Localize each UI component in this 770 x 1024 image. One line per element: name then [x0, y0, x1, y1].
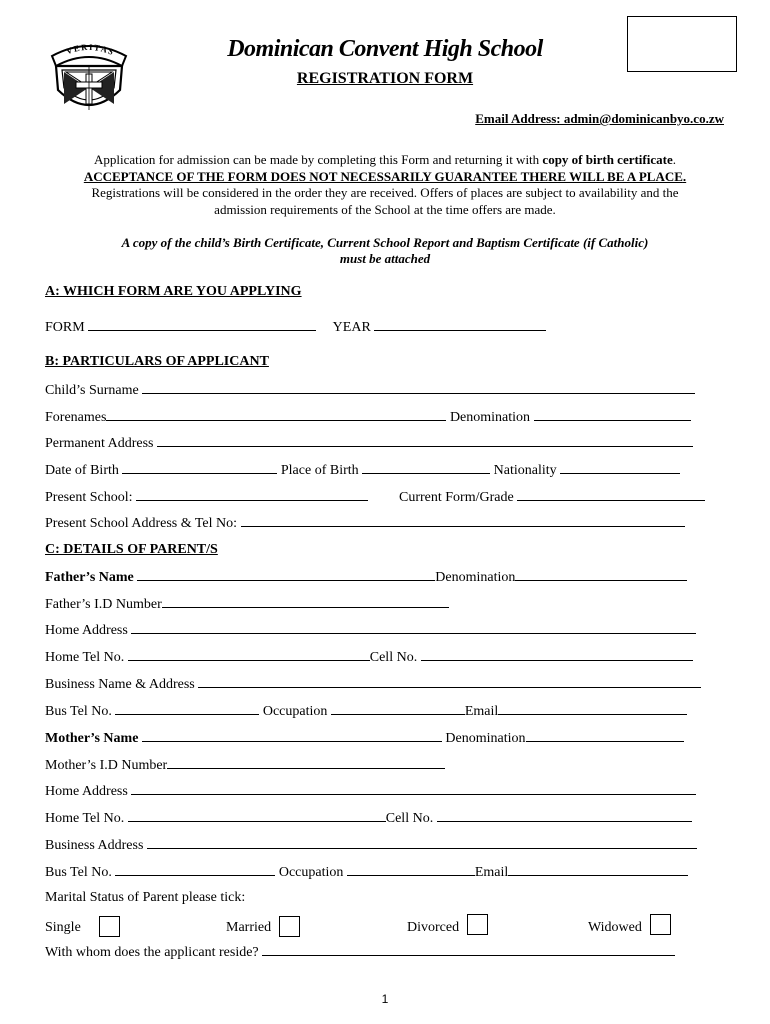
father-phone-row — [45, 648, 693, 666]
email-address: Email Address: admin@dominicanbyo.co.zw — [475, 111, 724, 126]
marital-widowed — [588, 914, 671, 936]
father-id-row — [45, 595, 449, 613]
form-year-row — [45, 318, 546, 336]
mother-name-row — [45, 729, 684, 747]
father-bus-tel-field[interactable] — [115, 702, 259, 715]
widowed-label: Widowed — [588, 920, 642, 935]
intro-line-3: Registrations will be considered in the order they are received. Offers of places are subject to availability and the — [91, 185, 679, 200]
marital-status-label: Marital Status of Parent please tick: — [45, 890, 246, 905]
mother-bus-tel-label: Bus Tel No. — [45, 865, 112, 880]
attachment-notice-2: must be attached — [339, 251, 431, 266]
mother-home-tel-label: Home Tel No. — [45, 811, 125, 826]
father-home-address-label: Home Address — [45, 623, 128, 638]
surname-field[interactable] — [142, 381, 695, 394]
denomination-field[interactable] — [534, 408, 691, 421]
mother-email-label: Email — [474, 865, 509, 880]
section-b-heading: B: PARTICULARS OF APPLICANT — [45, 354, 269, 369]
father-id-label: Father’s I.D Number — [45, 597, 162, 612]
permanent-address-row — [45, 434, 693, 452]
form-title: REGISTRATION FORM — [296, 70, 474, 87]
reside-row — [45, 943, 675, 961]
father-denomination-label: Denomination — [435, 570, 516, 585]
present-school-row — [45, 488, 705, 506]
present-school-label: Present School: — [45, 490, 133, 505]
mother-cell-label: Cell No. — [385, 811, 434, 826]
forenames-row — [45, 408, 691, 426]
reside-field[interactable] — [262, 943, 675, 956]
mother-business-row — [45, 836, 697, 854]
dob-label: Date of Birth — [45, 463, 119, 478]
mother-phone-row — [45, 809, 692, 827]
marital-divorced — [407, 914, 488, 936]
father-name-field[interactable] — [137, 568, 435, 581]
father-email-label: Email — [464, 704, 499, 719]
year-field[interactable] — [374, 318, 546, 331]
mother-business-label: Business Address — [45, 838, 144, 853]
denomination-label: Denomination — [449, 410, 531, 425]
crest-motto: VERITAS — [64, 41, 117, 58]
mother-bus-row — [45, 863, 688, 881]
father-email-field[interactable] — [498, 702, 687, 715]
mother-business-field[interactable] — [147, 836, 697, 849]
father-occupation-field[interactable] — [331, 702, 465, 715]
form-field[interactable] — [88, 318, 316, 331]
mother-denomination-field[interactable] — [526, 729, 684, 742]
school-address-field[interactable] — [241, 514, 685, 527]
pob-field[interactable] — [362, 461, 490, 474]
nationality-field[interactable] — [560, 461, 680, 474]
section-a-heading: A: WHICH FORM ARE YOU APPLYING — [45, 284, 302, 299]
dob-field[interactable] — [122, 461, 277, 474]
father-bus-row — [45, 702, 687, 720]
widowed-checkbox[interactable] — [650, 914, 671, 935]
mother-name-label: Mother’s Name — [45, 731, 139, 746]
father-denomination-field[interactable] — [515, 568, 687, 581]
father-occupation-label: Occupation — [262, 704, 328, 719]
father-cell-label: Cell No. — [369, 650, 418, 665]
nationality-label: Nationality — [493, 463, 557, 478]
page-number: 1 — [381, 992, 389, 1006]
mother-home-tel-field[interactable] — [128, 809, 386, 822]
current-form-label: Current Form/Grade — [399, 490, 514, 505]
father-home-tel-label: Home Tel No. — [45, 650, 125, 665]
father-name-row — [45, 568, 687, 586]
married-checkbox[interactable] — [279, 916, 300, 937]
surname-row — [45, 381, 695, 399]
section-c-heading: C: DETAILS OF PARENT/S — [45, 542, 218, 557]
permanent-address-label: Permanent Address — [45, 436, 154, 451]
mother-home-address-field[interactable] — [131, 782, 696, 795]
father-id-field[interactable] — [162, 595, 449, 608]
school-name: Dominican Convent High School — [227, 36, 543, 62]
mother-bus-tel-field[interactable] — [115, 863, 275, 876]
mother-id-field[interactable] — [167, 756, 445, 769]
year-label: YEAR — [332, 320, 371, 335]
attachment-notice-1: A copy of the child’s Birth Certificate, Current School Report and Baptism Certificate (if Catholic) — [121, 235, 649, 250]
mother-denomination-label: Denomination — [445, 731, 526, 746]
father-home-tel-field[interactable] — [128, 648, 370, 661]
intro-line-4: admission requirements of the School at the time offers are made. — [214, 202, 556, 217]
father-home-address-field[interactable] — [131, 621, 696, 634]
father-business-row — [45, 675, 701, 693]
forenames-field[interactable] — [106, 408, 446, 421]
birth-row — [45, 461, 680, 479]
mother-name-field[interactable] — [142, 729, 442, 742]
form-label: FORM — [45, 320, 85, 335]
intro-line-1: Application for admission can be made by completing this Form and returning it with copy of birth certificate. — [94, 152, 676, 167]
mother-occupation-field[interactable] — [347, 863, 475, 876]
divorced-label: Divorced — [407, 920, 460, 935]
marital-single — [45, 916, 120, 937]
married-label: Married — [226, 920, 272, 935]
single-label: Single — [45, 920, 81, 935]
single-checkbox[interactable] — [99, 916, 120, 937]
school-address-row — [45, 514, 685, 532]
surname-label: Child’s Surname — [45, 383, 139, 398]
forenames-label: Forenames — [45, 410, 107, 425]
pob-label: Place of Birth — [280, 463, 359, 478]
current-form-field[interactable] — [517, 488, 705, 501]
father-business-label: Business Name & Address — [45, 677, 195, 692]
mother-home-address-label: Home Address — [45, 784, 128, 799]
father-name-label: Father’s Name — [45, 570, 134, 585]
reside-label: With whom does the applicant reside? — [45, 945, 259, 960]
marital-married — [226, 916, 300, 937]
father-business-field[interactable] — [198, 675, 701, 688]
mother-cell-field[interactable] — [437, 809, 692, 822]
school-address-label: Present School Address & Tel No: — [45, 516, 238, 531]
mother-home-address-row — [45, 782, 696, 800]
father-home-address-row — [45, 621, 696, 639]
acceptance-notice: ACCEPTANCE OF THE FORM DOES NOT NECESSARILY GUARANTEE THERE WILL BE A PLACE. — [83, 169, 687, 184]
mother-email-field[interactable] — [508, 863, 688, 876]
divorced-checkbox[interactable] — [467, 914, 488, 935]
mother-occupation-label: Occupation — [278, 865, 344, 880]
mother-id-label: Mother’s I.D Number — [45, 758, 168, 773]
father-cell-field[interactable] — [421, 648, 693, 661]
mother-id-row — [45, 756, 445, 774]
present-school-field[interactable] — [136, 488, 368, 501]
father-bus-tel-label: Bus Tel No. — [45, 704, 112, 719]
permanent-address-field[interactable] — [157, 434, 693, 447]
